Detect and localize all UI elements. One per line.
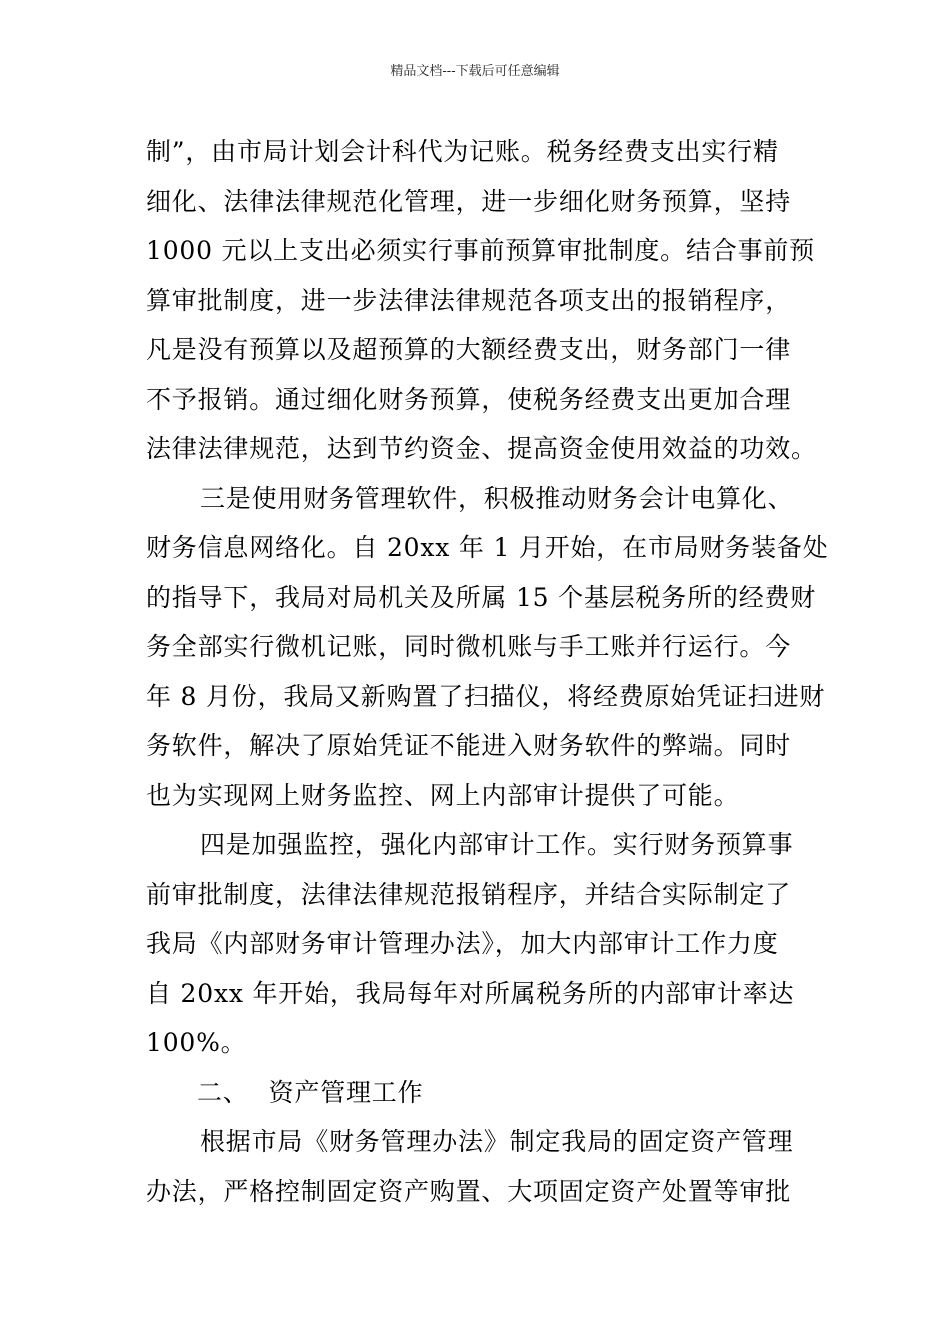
- document-body: [146, 127, 829, 1216]
- text-line: 不予报销。通过细化财务预算，使税务经费支出更加合理: [146, 384, 792, 414]
- text-line: 细化、法律法律规范化管理，进一步细化财务预算，坚持: [146, 186, 792, 216]
- section-heading: [146, 1068, 806, 1118]
- text-line: 凡是没有预算以及超预算的大额经费支出，财务部门一律: [146, 335, 792, 364]
- text-line: 也为实现网上财务监控、网上内部审计提供了可能。: [146, 780, 740, 810]
- page-header: 精品文档---下载后可任意编辑: [390, 64, 560, 79]
- text-line: 务全部实行微机记账，同时微机账与手工账并行运行。今: [146, 632, 792, 661]
- text-line: 算审批制度，进一步法律法律规范各项支出的报销程序，: [146, 285, 792, 315]
- text-line: 100%。: [146, 1028, 247, 1057]
- text-line: 法律法律规范，达到节约资金、提高资金使用效益的功效。: [146, 434, 817, 463]
- text-line: 我局《内部财务审计管理办法》，加大内部审计工作力度: [146, 929, 779, 958]
- text-line: 1000 元以上支出必须实行事前预算审批制度。结合事前预: [146, 236, 815, 265]
- paragraph-start-line: 根据市局《财务管理办法》制定我局的固定资产管理: [200, 1127, 794, 1156]
- paragraph-start-line: 三是使用财务管理软件，积极推动财务会计电算化、: [200, 483, 794, 513]
- section-title: 资产管理工作: [268, 1077, 424, 1107]
- text-line: 制”，由市局计划会计科代为记账。税务经费支出实行精: [146, 137, 779, 166]
- section-number: 二、: [197, 1077, 249, 1107]
- text-line: 财务信息网络化。自 20xx 年 1 月开始，在市局财务装备处: [146, 533, 829, 562]
- text-line: 的指导下，我局对局机关及所属 15 个基层税务所的经费财: [146, 582, 817, 612]
- paragraph-start-line: 四是加强监控，强化内部审计工作。实行财务预算事: [200, 830, 794, 859]
- text-line: 自 20xx 年开始，我局每年对所属税务所的内部审计率达: [146, 978, 795, 1008]
- text-line: 务软件，解决了原始凭证不能进入财务软件的弊端。同时: [146, 731, 792, 760]
- text-line: 年 8 月份，我局又新购置了扫描仪，将经费原始凭证扫进财: [146, 681, 826, 711]
- text-line: 办法，严格控制固定资产购置、大项固定资产处置等审批: [146, 1176, 792, 1206]
- text-line: 前审批制度，法律法律规范报销程序，并结合实际制定了: [146, 879, 792, 909]
